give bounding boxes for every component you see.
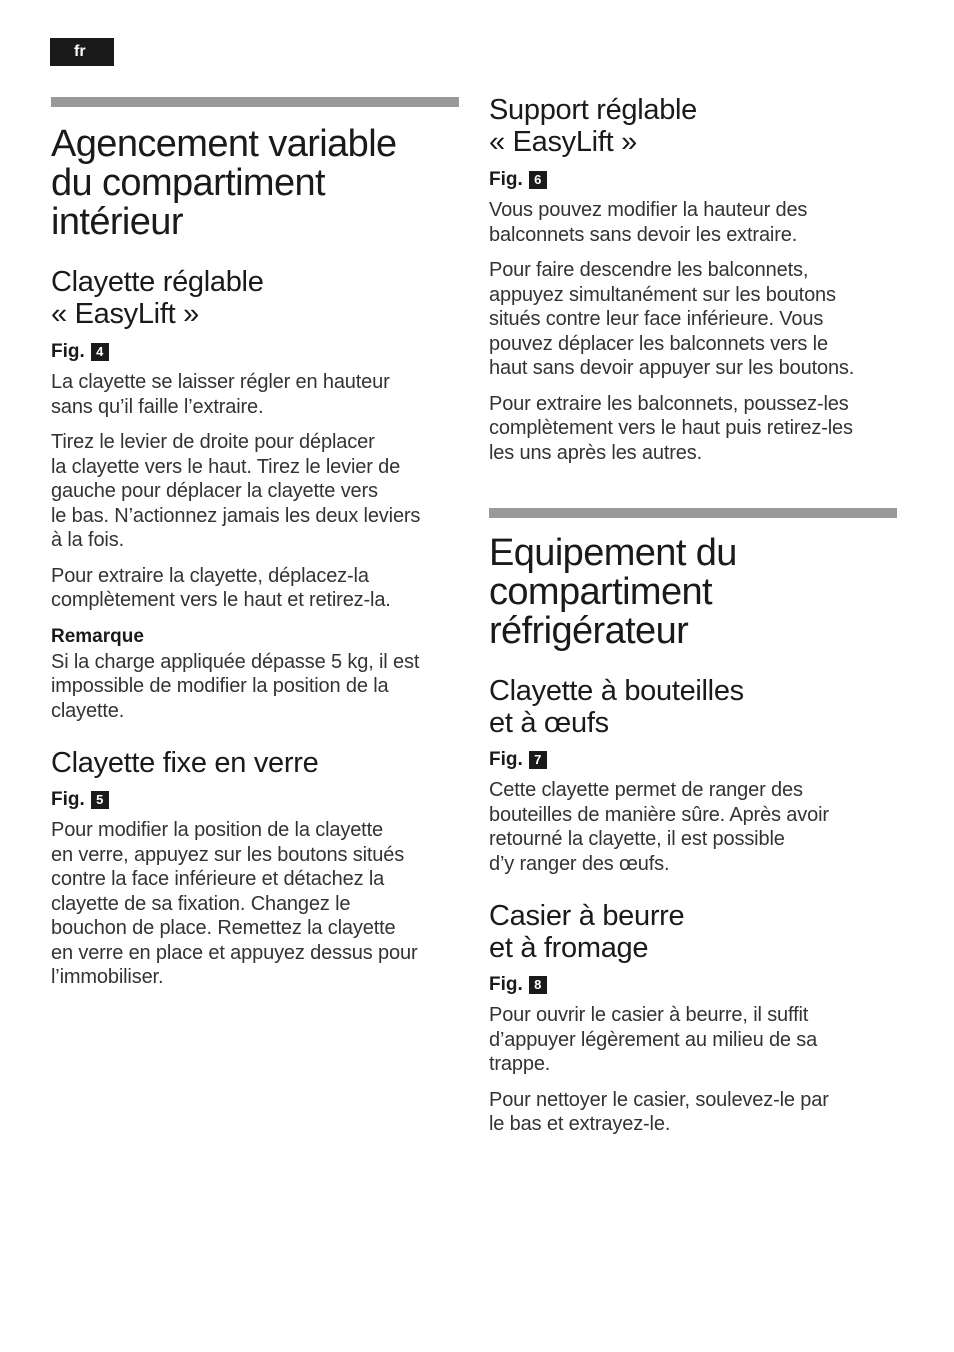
figure-reference: Fig. 6 — [489, 168, 899, 192]
paragraph: Vous pouvez modifier la hauteur des balconnets sans devoir les extraire. — [489, 199, 808, 246]
paragraph: Cette clayette permet de ranger des bouteilles de manière sûre. Après avoir retourné la clayette, il est possible d’y ranger des œufs. — [489, 779, 829, 875]
figure-number-badge: 7 — [529, 751, 547, 769]
language-tab: fr — [50, 38, 114, 66]
heading-clayette-bouteilles: Clayette à bouteilles et à œufs — [489, 675, 744, 739]
note-label: Remarque — [51, 625, 144, 647]
paragraph: Pour faire descendre les balconnets, appuyez simultanément sur les boutons situés contre leur face inférieure. Vous pouvez déplacer les balconnets vers le haut sans devoir appuyer sur les boutons. — [489, 259, 855, 379]
page-title: Agencement variable du compartiment intérieur — [51, 123, 397, 243]
right-column — [489, 94, 899, 1137]
figure-reference: Fig. 5 — [51, 788, 461, 812]
section-title: Equipement du compartiment réfrigérateur — [489, 532, 737, 652]
paragraph: Pour modifier la position de la clayette en verre, appuyez sur les boutons situés contre la face inférieure et détachez la clayette de sa fixation. Changez le bouchon de place. Remettez la clayette en verre en place et appuyez dessus pour l’immobiliser. — [51, 819, 418, 988]
section-rule — [489, 508, 897, 518]
paragraph: La clayette se laisser régler en hauteur sans qu’il faille l’extraire. — [51, 371, 390, 418]
heading-clayette-fixe: Clayette fixe en verre — [51, 747, 319, 779]
figure-number-badge: 8 — [529, 976, 547, 994]
paragraph: Pour extraire les balconnets, poussez-les complètement vers le haut puis retirez-les les uns après les autres. — [489, 392, 853, 464]
heading-support-easylift: Support réglable « EasyLift » — [489, 94, 698, 158]
paragraph: Pour ouvrir le casier à beurre, il suffit d’appuyer légèrement au milieu de sa trappe. — [489, 1004, 818, 1075]
section-rule — [51, 97, 459, 107]
paragraph: Pour extraire la clayette, déplacez-la complètement vers le haut et retirez-la. — [51, 564, 391, 611]
figure-number-badge: 5 — [91, 791, 109, 809]
paragraph: Tirez le levier de droite pour déplacer la clayette vers le haut. Tirez le levier de gauche pour déplacer la clayette vers le bas. N’actionnez jamais les deux leviers à la fois. — [51, 431, 421, 551]
heading-clayette-easylift: Clayette réglable « EasyLift » — [51, 266, 264, 330]
figure-reference: Fig. 8 — [489, 973, 899, 997]
figure-reference: Fig. 4 — [51, 340, 461, 364]
heading-casier-beurre: Casier à beurre et à fromage — [489, 900, 685, 964]
paragraph: Pour nettoyer le casier, soulevez-le par le bas et extrayez-le. — [489, 1088, 829, 1135]
figure-reference: Fig. 7 — [489, 748, 899, 772]
figure-number-badge: 4 — [91, 343, 109, 361]
figure-number-badge: 6 — [529, 171, 547, 189]
note-text: Si la charge appliquée dépasse 5 kg, il est impossible de modifier la position de la clayette. — [51, 650, 420, 722]
left-column — [51, 97, 461, 990]
